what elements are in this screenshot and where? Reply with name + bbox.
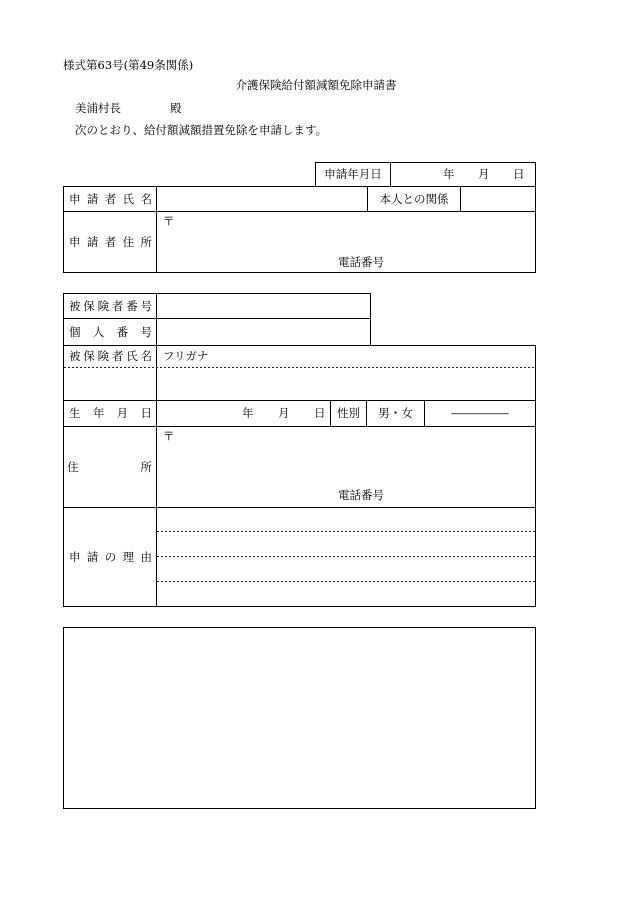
reason-label-cell: [63, 507, 157, 607]
personal-number-field: [156, 318, 371, 346]
notes-box: [63, 627, 536, 809]
applicant-postal-mark: 〒: [163, 214, 175, 228]
insured-number-label-cell: [63, 293, 157, 319]
addressee: 美浦村長: [75, 101, 121, 115]
application-date-day-label: 日: [513, 167, 525, 181]
insured-address-field: [156, 426, 536, 508]
reason-line: [157, 556, 535, 557]
insured-address-label: 住所: [67, 460, 152, 474]
insured-name-field: [156, 345, 536, 401]
era-field: [424, 400, 536, 427]
insured-phone-label: 電話番号: [338, 488, 384, 502]
form-title: 介護保険給付額減額免除申請書: [235, 78, 397, 92]
applicant-address-label: 申請者住所: [69, 235, 152, 249]
applicant-name-label-cell: [63, 186, 157, 212]
personal-number-label-cell: [63, 318, 157, 346]
application-date-label: 申請年月日: [324, 167, 382, 181]
birth-date-label-cell: [63, 400, 157, 427]
sex-label-cell: [330, 400, 367, 427]
applicant-name-label: 申請者氏名: [69, 192, 152, 206]
relation-label-cell: [367, 186, 461, 212]
applicant-phone-label: 電話番号: [338, 255, 384, 269]
insured-address-label-cell: [63, 426, 157, 508]
insured-name-label: 被保険者氏名: [69, 349, 152, 363]
birth-day-label: 日: [314, 406, 326, 420]
insured-number-label: 被保険者番号: [69, 299, 152, 313]
reason-label: 申請の理由: [69, 550, 152, 564]
sex-options: 男・女: [378, 406, 413, 420]
birth-year-label: 年: [242, 406, 254, 420]
personal-number-label: 個人番号: [69, 325, 152, 339]
furigana-label: フリガナ: [163, 349, 209, 363]
era-blank: ―――――: [451, 406, 509, 420]
insured-postal-mark: 〒: [163, 429, 175, 443]
reason-line: [157, 531, 535, 532]
insured-name-label-cell: [63, 345, 157, 401]
birth-date-label: 生年月日: [69, 406, 152, 420]
birth-month-label: 月: [278, 406, 290, 420]
relation-label: 本人との関係: [379, 192, 449, 206]
form-number: 様式第63号(第49条関係): [63, 58, 194, 72]
application-date-field: [390, 162, 536, 187]
reason-field: [156, 507, 536, 607]
application-date-month-label: 月: [478, 167, 490, 181]
applicant-name-field: [156, 186, 368, 212]
addressee-honorific: 殿: [170, 101, 182, 115]
insured-number-field: [156, 293, 371, 319]
sex-field: [366, 400, 425, 427]
reason-line: [157, 581, 535, 582]
applicant-address-field: [156, 211, 536, 273]
relation-field: [460, 186, 536, 212]
applicant-address-label-cell: [63, 211, 157, 273]
application-date-label-cell: [315, 162, 391, 187]
application-statement: 次のとおり、給付額減額措置免除を申請します。: [75, 123, 328, 137]
application-date-year-label: 年: [443, 167, 455, 181]
furigana-divider: [64, 367, 535, 368]
sex-label: 性別: [337, 406, 360, 420]
birth-date-field: [156, 400, 331, 427]
